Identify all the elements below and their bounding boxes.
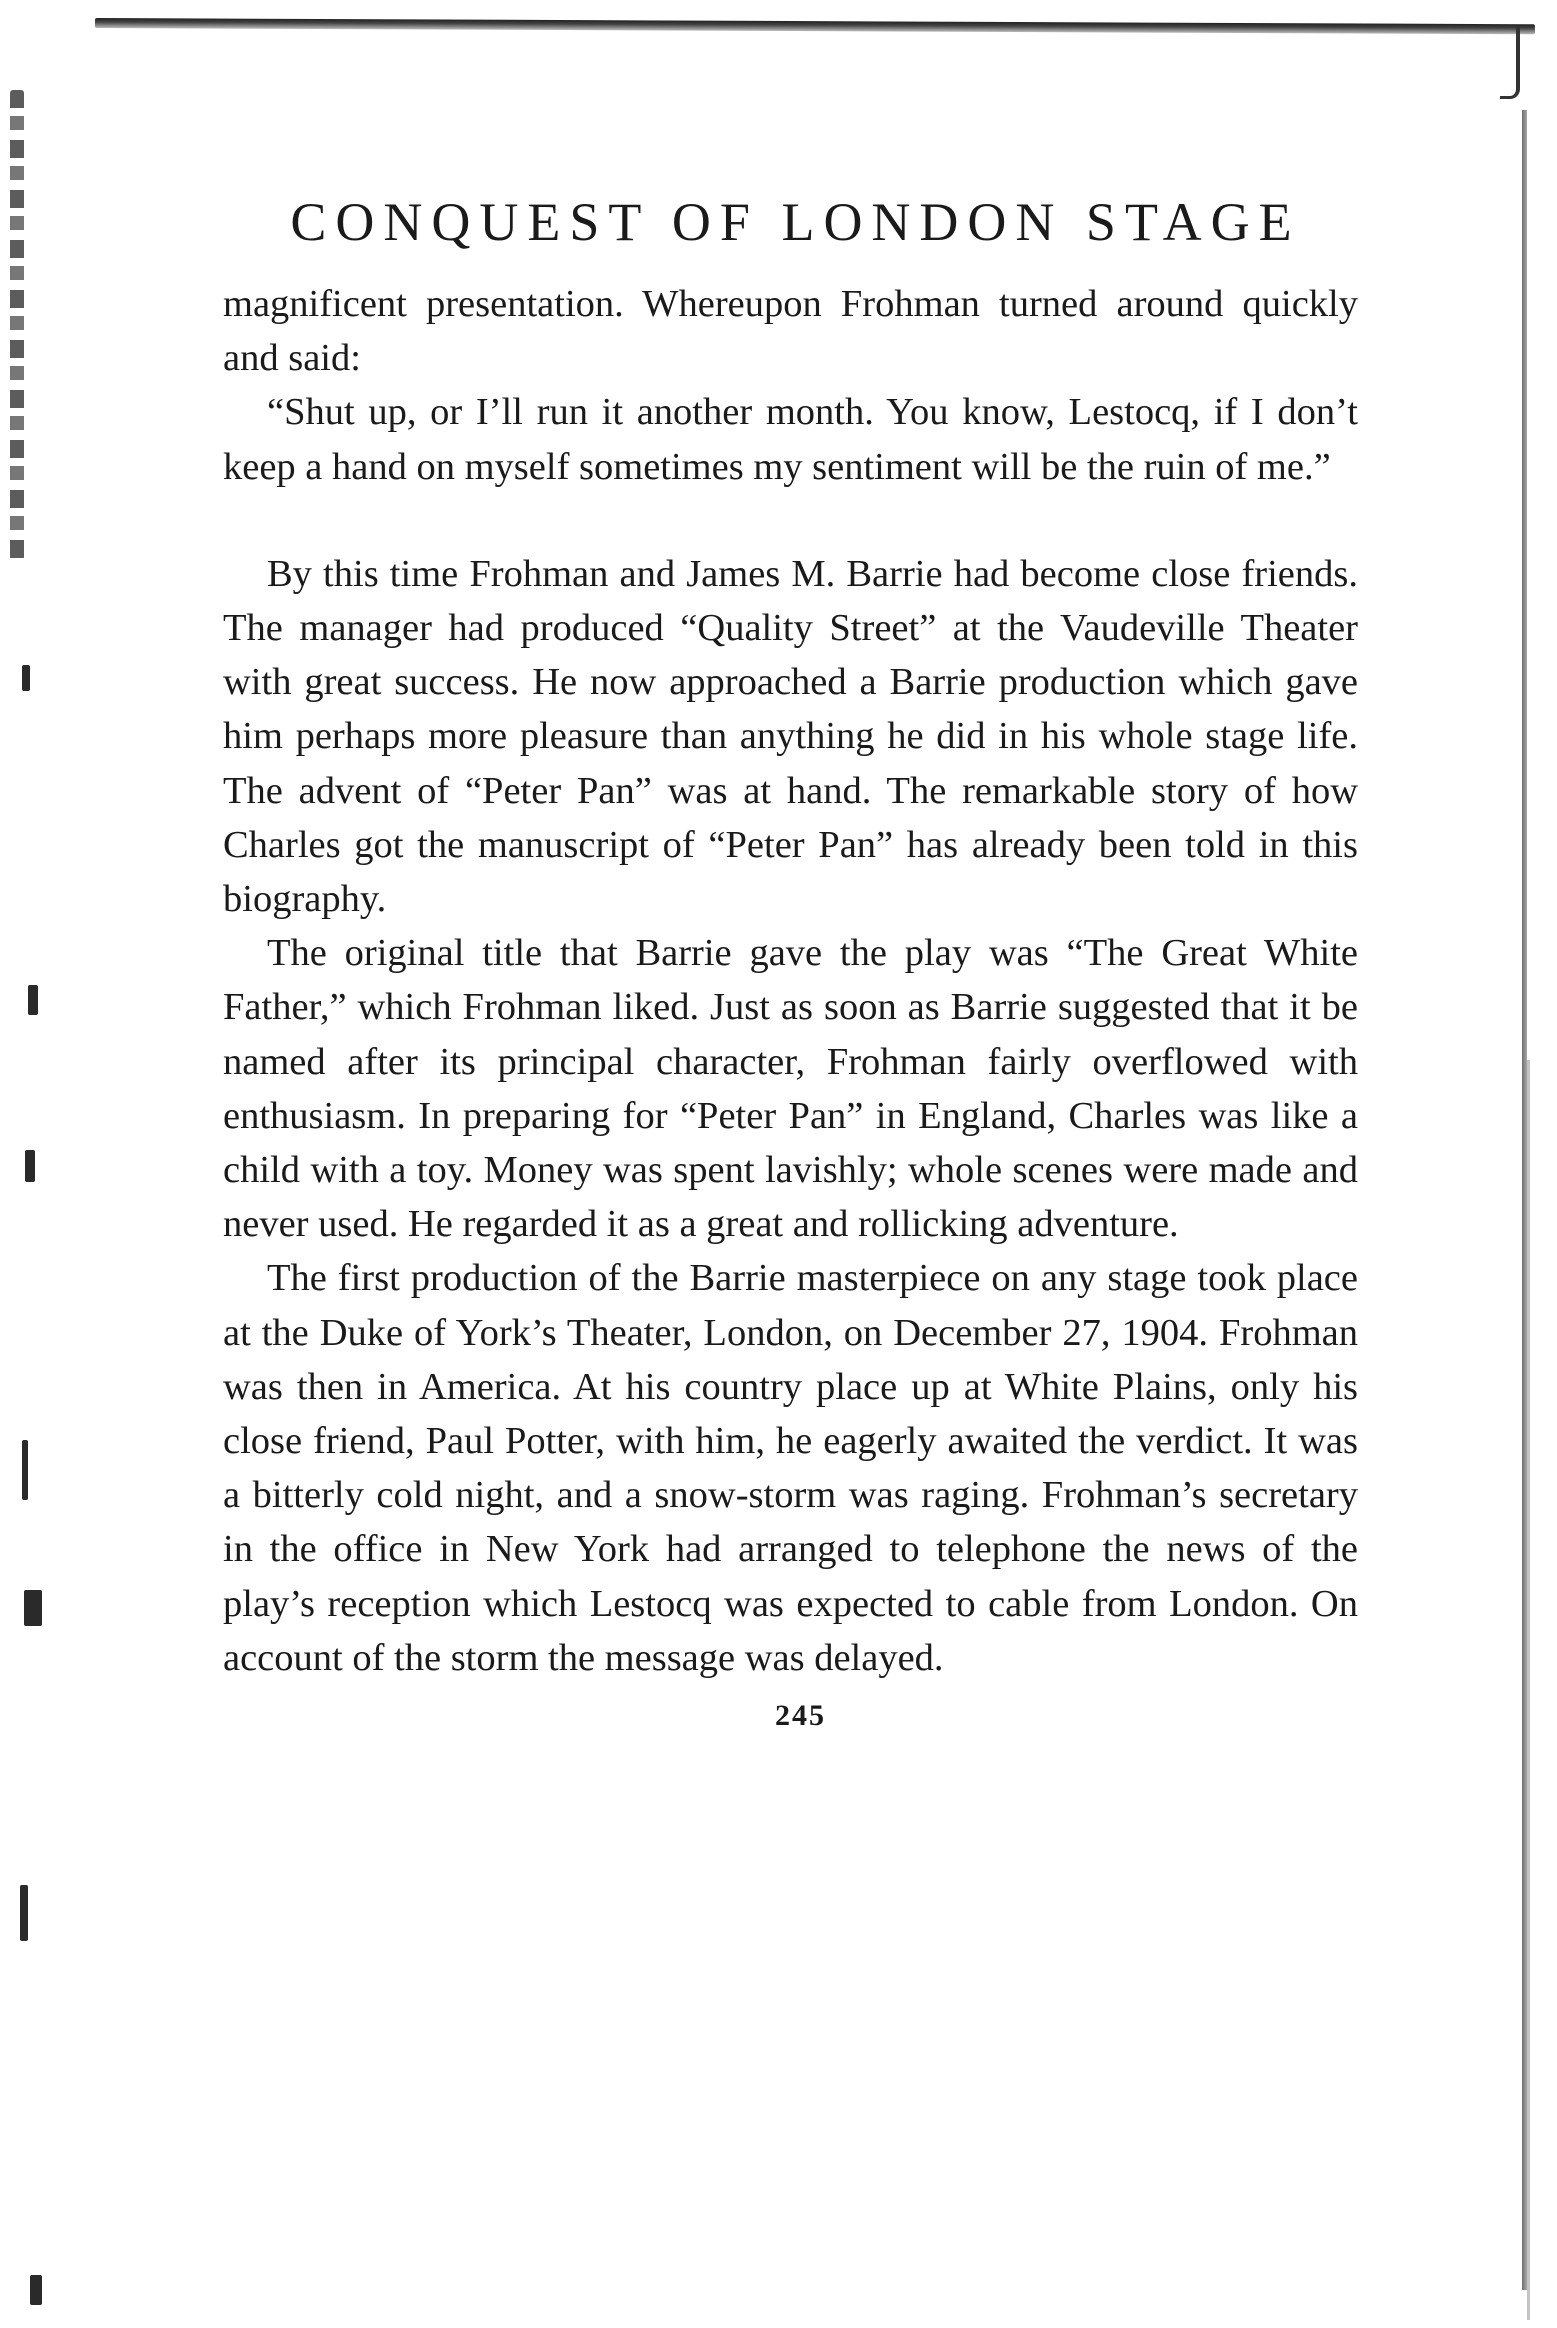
book-page — [223, 192, 1358, 1733]
scan-margin-speck — [22, 665, 30, 691]
scan-top-edge — [95, 18, 1535, 34]
scan-right-edge-shadow — [1527, 1060, 1530, 2320]
paragraph: The original title that Barrie gave the play was “The Great White Father,” which Frohman liked. Just as soon as Barrie suggested that it be named after its principal character, Frohman fairly overflowed with enthusiasm. In preparing for “Peter Pan” in England, Charles was like a child with a toy. Money was spent lavishly; whole scenes were made and never used. He regarded it as a great and rollicking adventure. — [223, 932, 1358, 1246]
page-number: 245 — [775, 1699, 826, 1733]
paragraph: magnificent presentation. Whereupon Frohman turned around quickly and said: — [223, 283, 1358, 380]
scan-margin-speck — [25, 1150, 35, 1182]
scan-margin-speck — [20, 1885, 28, 1941]
paragraph: “Shut up, or I’ll run it another month. You know, Lestocq, if I don’t keep a hand on myself sometimes my sentiment will be the ruin of me.” — [223, 391, 1358, 488]
scan-margin-speck — [24, 1590, 42, 1626]
paragraph: By this time Frohman and James M. Barrie had become close friends. The manager had produced “Quality Street” at the Vaudeville Theater with great success. He now approached a Barrie production which gave him perhaps more pleasure than anything he did in his whole stage life. The advent of “Peter Pan” was at hand. The remarkable story of how Charles got the manuscript of “Peter Pan” has already been told in this biography. — [223, 552, 1358, 921]
running-head: CONQUEST OF LONDON STAGE — [290, 192, 1301, 252]
section-break — [223, 494, 1358, 547]
paragraph: The first production of the Barrie masterpiece on any stage took place at the Duke of York’s Theater, London, on December 27, 1904. Frohman was then in America. At his country place up at White Plains, only his close friend, Paul Potter, with him, he eagerly awaited the verdict. It was a bitterly cold night, and a snow-storm was raging. Frohman’s secretary in the office in New York had arranged to telephone the news of the play’s reception which Lestocq was expected to cable from London. On account of the storm the message was delayed. — [223, 1257, 1358, 1679]
scan-left-binding-edge — [10, 90, 24, 560]
scan-corner-mark — [1500, 26, 1520, 99]
scan-margin-speck — [30, 2275, 42, 2305]
scan-margin-speck — [22, 1440, 28, 1500]
scan-margin-speck — [28, 985, 38, 1015]
